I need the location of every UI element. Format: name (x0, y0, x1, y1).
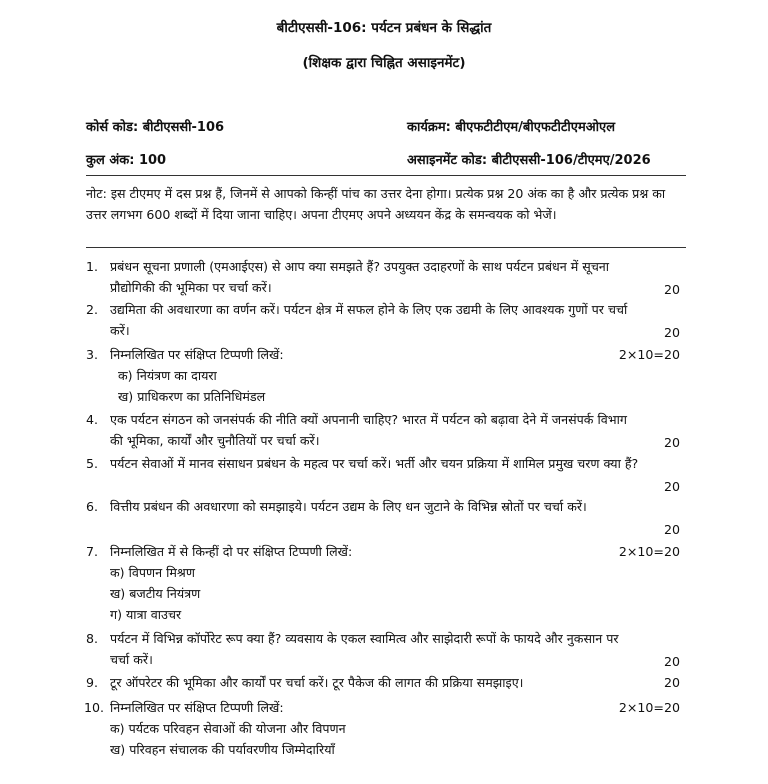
programme: कार्यक्रम: बीएफटीटीएम/बीएफटीटीएमओएल (407, 120, 616, 135)
question-text: पर्यटन सेवाओं में मानव संसाधन प्रबंधन के महत्व पर चर्चा करें। भर्ती और चयन प्रक्रिया में शामिल प्रमुख चरण क्या हैं? (110, 456, 639, 471)
question-marks: 20 (663, 435, 680, 450)
question-6 (86, 496, 686, 538)
top-divider (86, 175, 686, 176)
question-text: निम्नलिखित पर संक्षिप्त टिप्पणी लिखें: (110, 700, 284, 715)
document-title: बीटीएससी-106: पर्यटन प्रबंधन के सिद्धांत (276, 20, 492, 36)
question-7 (86, 541, 686, 625)
question-text: एक पर्यटन संगठन को जनसंपर्क की नीति क्यों अपनानी चाहिए? भारत में पर्यटन को बढ़ावा देने में जनसंपर्क विभाग की भूमिका, कार्यों और चुनौतियों पर चर्चा करें। (110, 412, 627, 448)
question-text: प्रबंधन सूचना प्रणाली (एमआईएस) से आप क्या समझते हैं? उपयुक्त उदाहरणों के साथ पर्यटन प्रबंधन में सूचना प्रौद्योगिकी की भूमिका पर चर्चा करें। (110, 259, 610, 295)
question-number: 3. (86, 347, 99, 362)
question-text: पर्यटन में विभिन्न कॉर्पोरेट रूप क्या हैं? व्यवसाय के एकल स्वामित्व और साझेदारी रूपों के फायदे और नुकसान पर चर्चा करें। (110, 631, 619, 667)
question-marks: 2×10=20 (618, 347, 680, 362)
question-number: 6. (86, 499, 99, 514)
sub-part: क) विपणन मिश्रण (110, 565, 195, 580)
question-marks: 20 (663, 282, 680, 297)
question-4 (86, 409, 686, 451)
question-marks: 2×10=20 (618, 544, 680, 559)
question-9 (86, 672, 686, 693)
sub-part: क) नियंत्रण का दायरा (118, 368, 217, 383)
question-marks: 20 (663, 479, 680, 494)
question-text: उद्यमिता की अवधारणा का वर्णन करें। पर्यटन क्षेत्र में सफल होने के लिए एक उद्यमी के लिए आवश्यक गुणों पर चर्चा करें। (110, 302, 628, 338)
question-number: 8. (86, 631, 99, 646)
question-number: 5. (86, 456, 99, 471)
sub-part: ख) परिवहन संचालक की पर्यावरणीय जिम्मेदारियाँ (110, 742, 335, 757)
question-number: 2. (86, 302, 99, 317)
question-text: निम्नलिखित पर संक्षिप्त टिप्पणी लिखें: (110, 347, 284, 362)
sub-part: क) पर्यटक परिवहन सेवाओं की योजना और विपणन (110, 721, 346, 736)
sub-part: ख) बजटीय नियंत्रण (110, 586, 201, 601)
total-marks: कुल अंक: 100 (86, 153, 167, 168)
question-8 (86, 628, 686, 670)
question-marks: 20 (663, 325, 680, 340)
question-5 (86, 453, 686, 495)
question-text: निम्नलिखित में से किन्हीं दो पर संक्षिप्त टिप्पणी लिखें: (110, 544, 353, 559)
question-number: 9. (86, 675, 99, 690)
question-marks: 20 (663, 675, 680, 690)
question-1 (86, 256, 686, 298)
question-2 (86, 299, 686, 341)
question-marks: 2×10=20 (618, 700, 680, 715)
course-code: कोर्स कोड: बीटीएससी-106 (86, 120, 225, 135)
question-number: 10. (84, 700, 105, 715)
question-3 (86, 344, 686, 407)
instructions-note: नोट: इस टीएमए में दस प्रश्न हैं, जिनमें से आपको किन्हीं पांच का उत्तर देना होगा। प्रत्येक प्रश्न 20 अंक का है और प्रत्येक प्रश्न का उत्तर लगभग 600 शब्दों में दिया जाना चाहिए। अपना टीएमए अपने अध्ययन केंद्र के समन्वयक को भेजें। (86, 186, 666, 222)
assignment-code: असाइनमेंट कोड: बीटीएससी-106/टीएमए/2026 (407, 153, 651, 168)
question-10 (86, 697, 686, 760)
question-text: वित्तीय प्रबंधन की अवधारणा को समझाइये। पर्यटन उद्यम के लिए धन जुटाने के विभिन्न स्रोतों पर चर्चा करें। (110, 499, 587, 514)
sub-part: ग) यात्रा वाउचर (110, 607, 182, 622)
question-number: 7. (86, 544, 99, 559)
question-number: 1. (86, 259, 99, 274)
question-number: 4. (86, 412, 99, 427)
question-marks: 20 (663, 654, 680, 669)
sub-part: ख) प्राधिकरण का प्रतिनिधिमंडल (118, 389, 266, 404)
bottom-divider (86, 247, 686, 248)
question-text: टूर ऑपरेटर की भूमिका और कार्यों पर चर्चा करें। टूर पैकेज की लागत की प्रक्रिया समझाइए। (110, 675, 524, 690)
document-subtitle: (शिक्षक द्वारा चिह्नित असाइनमेंट) (302, 55, 466, 71)
question-marks: 20 (663, 522, 680, 537)
